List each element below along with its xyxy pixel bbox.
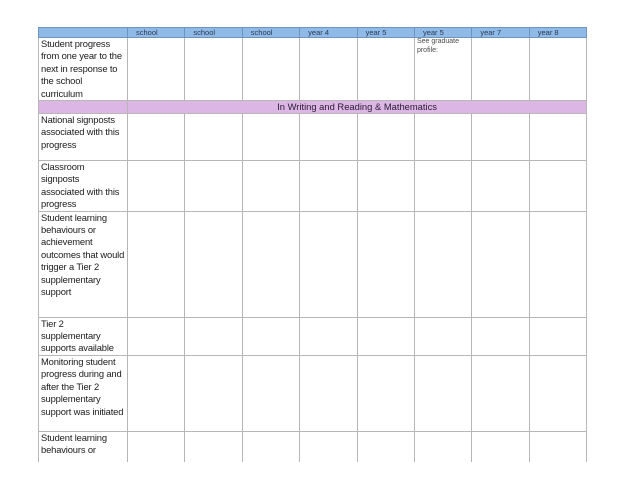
header-cell: school xyxy=(242,28,299,38)
table-row xyxy=(39,211,587,317)
graduate-profile-note: See graduate profile: xyxy=(414,38,471,101)
row-label: Student learning behaviours or achievement outcomes that would trigger a Tier 2 supplementary support xyxy=(39,211,128,317)
table-cell xyxy=(357,317,414,355)
table-cell xyxy=(300,114,357,161)
table-cell xyxy=(242,211,299,317)
header-corner-cell xyxy=(39,28,128,38)
header-cell: year 8 xyxy=(529,28,586,38)
table-cell xyxy=(242,355,299,431)
table-cell xyxy=(472,355,529,431)
table-cell xyxy=(472,38,529,101)
table-cell xyxy=(128,211,185,317)
table-cell xyxy=(414,317,471,355)
header-cell: year 7 xyxy=(472,28,529,38)
table-cell xyxy=(128,317,185,355)
table-cell xyxy=(357,161,414,212)
table-cell xyxy=(300,211,357,317)
table-cell xyxy=(529,114,586,161)
table-cell xyxy=(357,355,414,431)
table-cell xyxy=(300,161,357,212)
table-cell xyxy=(472,211,529,317)
table-cell xyxy=(300,38,357,101)
header-cell: year 5 xyxy=(414,28,471,38)
header-cell: school xyxy=(128,28,185,38)
table-cell xyxy=(472,114,529,161)
table-cell xyxy=(357,431,414,462)
table-cell xyxy=(529,355,586,431)
table-cell xyxy=(472,431,529,462)
table-cell xyxy=(128,355,185,431)
row-label: Tier 2 supplementary supports available xyxy=(39,317,128,355)
table-cell xyxy=(472,161,529,212)
table-row xyxy=(39,114,587,161)
table-cell xyxy=(357,114,414,161)
table-cell xyxy=(128,114,185,161)
table-cell xyxy=(529,431,586,462)
table-cell xyxy=(242,431,299,462)
section-row xyxy=(39,101,587,114)
header-row xyxy=(39,28,587,38)
header-cell: year 5 xyxy=(357,28,414,38)
row-label: Student progress from one year to the next in response to the school curriculum xyxy=(39,38,128,101)
header-cell: school xyxy=(185,28,242,38)
table-cell xyxy=(128,161,185,212)
table-cell xyxy=(529,38,586,101)
section-title: In Writing and Reading & Mathematics xyxy=(128,101,587,114)
table-cell xyxy=(357,211,414,317)
table-row xyxy=(39,355,587,431)
table-cell xyxy=(128,38,185,101)
table-row xyxy=(39,431,587,462)
section-label-spacer xyxy=(39,101,128,114)
table-cell xyxy=(185,355,242,431)
table-row xyxy=(39,317,587,355)
table-cell xyxy=(529,317,586,355)
table-cell xyxy=(185,161,242,212)
table-cell xyxy=(242,114,299,161)
table-cell xyxy=(185,317,242,355)
table-cell xyxy=(414,114,471,161)
row-label: Student learning behaviours or xyxy=(39,431,128,462)
table-cell xyxy=(529,211,586,317)
table-cell xyxy=(300,431,357,462)
row-label: Classroom signposts associated with this progress xyxy=(39,161,128,212)
table-cell xyxy=(242,38,299,101)
table-cell xyxy=(529,161,586,212)
table-cell xyxy=(300,355,357,431)
table-cell xyxy=(472,317,529,355)
table-cell xyxy=(300,317,357,355)
table-row xyxy=(39,38,587,101)
table-cell xyxy=(242,161,299,212)
table-cell xyxy=(128,431,185,462)
table-cell xyxy=(242,317,299,355)
table-cell xyxy=(414,211,471,317)
table-cell xyxy=(357,38,414,101)
row-label: Monitoring student progress during and after the Tier 2 supplementary support was initiated xyxy=(39,355,128,431)
progress-table xyxy=(38,27,587,462)
table-cell xyxy=(414,161,471,212)
table-cell xyxy=(185,114,242,161)
row-label: National signposts associated with this progress xyxy=(39,114,128,161)
header-cell: year 4 xyxy=(300,28,357,38)
table-cell xyxy=(185,431,242,462)
table-cell xyxy=(414,355,471,431)
table-cell xyxy=(185,38,242,101)
table-cell xyxy=(185,211,242,317)
table-cell xyxy=(414,431,471,462)
table-row xyxy=(39,161,587,212)
